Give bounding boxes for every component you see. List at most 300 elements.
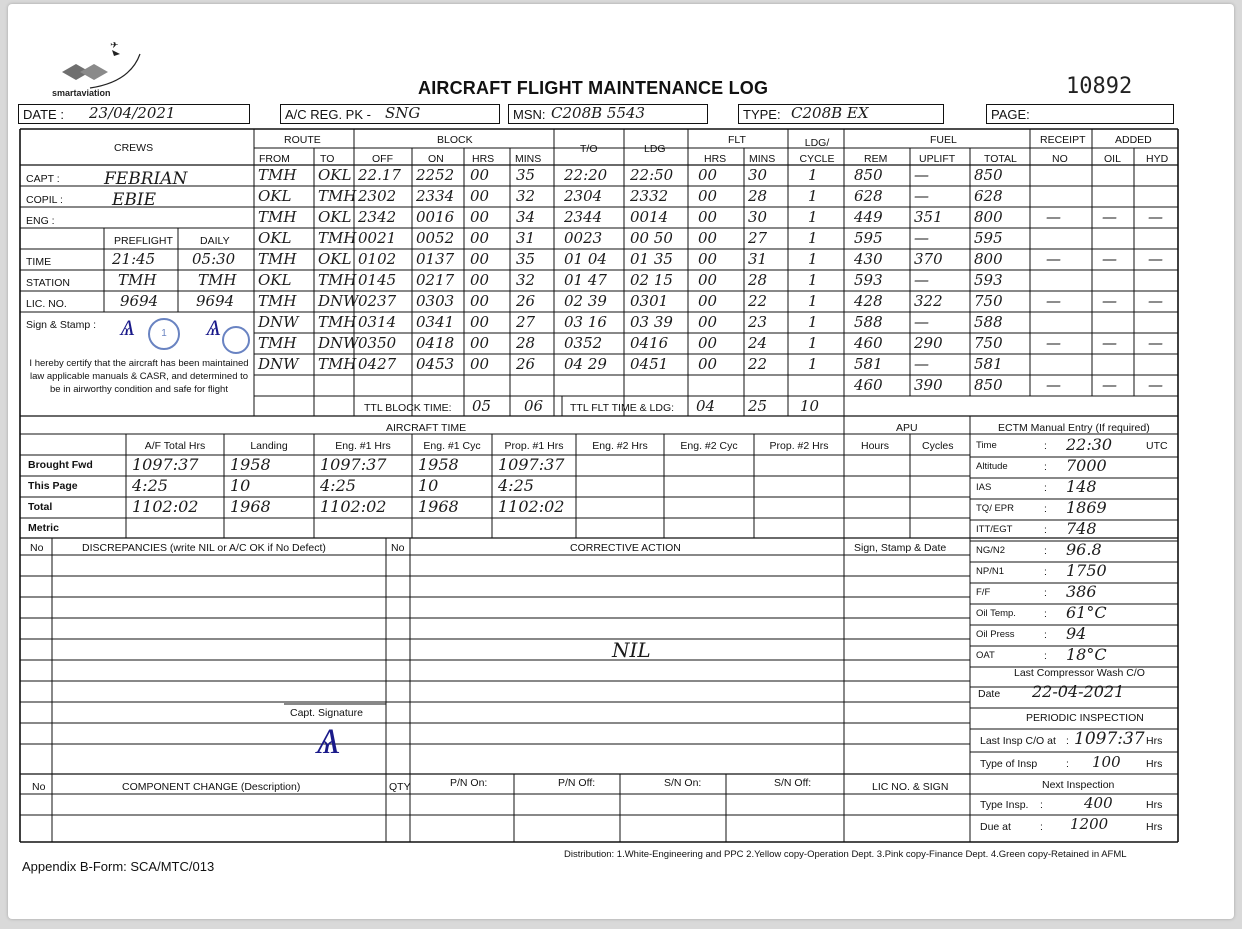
flight-from: OKL xyxy=(258,229,292,247)
svg-text:✈: ✈ xyxy=(110,42,119,51)
copil-value: EBIE xyxy=(112,190,157,210)
ectm-value: 7000 xyxy=(1066,456,1107,475)
flight-rem: 593 xyxy=(854,271,883,289)
flight-uplift: 322 xyxy=(914,292,943,310)
flight-rem: 449 xyxy=(854,208,883,226)
flight-cycle: 1 xyxy=(808,187,818,205)
flight-cycle: 1 xyxy=(808,313,818,331)
flight-t-o: 02 39 xyxy=(564,292,607,310)
ectm-label: ITT/EGT xyxy=(976,524,1013,535)
ectm-value: 1750 xyxy=(1066,561,1107,580)
flight-hrs: 00 xyxy=(470,229,490,247)
logo-text: smartaviation xyxy=(52,88,111,98)
comp-title: COMPONENT CHANGE (Description) xyxy=(122,781,301,793)
date-label: DATE : xyxy=(23,107,64,122)
engineer-stamp-2 xyxy=(222,326,250,354)
route-header: ROUTE xyxy=(284,134,321,146)
flight-total: 800 xyxy=(974,250,1003,268)
aircraft-time-value: 1097:37 xyxy=(320,455,387,474)
ttl-ldg: 10 xyxy=(800,397,820,415)
flight-t-o: 22:20 xyxy=(564,166,608,184)
flight-off: 22.17 xyxy=(358,166,401,184)
last-insp-value: 1097:37 xyxy=(1074,729,1145,749)
compressor-title: Last Compressor Wash C/O xyxy=(1014,667,1145,679)
daily-label: DAILY xyxy=(200,235,230,247)
flight-hrs: 00 xyxy=(470,355,490,373)
aircraft-time-col: Eng. #2 Hrs xyxy=(592,440,648,452)
compressor-date-value: 22-04-2021 xyxy=(1032,682,1125,701)
flight-t-o: 01 04 xyxy=(564,250,607,268)
flight-flt-mins: 24 xyxy=(748,334,768,352)
time-label: TIME xyxy=(26,256,52,268)
flight-on: 0303 xyxy=(416,292,455,310)
flight-total: 800 xyxy=(974,208,1003,226)
aircraft-time-col: Prop. #2 Hrs xyxy=(769,440,829,452)
flight-oil: — xyxy=(1102,250,1117,268)
to-time-header: T/O xyxy=(580,143,598,155)
ectm-title: ECTM Manual Entry (If required) xyxy=(998,422,1150,434)
flight-on: 0453 xyxy=(416,355,455,373)
flight-from: TMH xyxy=(258,292,297,310)
fuel-extra-rem: 460 xyxy=(854,376,883,394)
flight-mins: 26 xyxy=(516,355,536,373)
flight-uplift: — xyxy=(914,187,929,205)
next-type-label: Type Insp. xyxy=(980,799,1029,811)
due-label: Due at xyxy=(980,821,1011,833)
disc-no-header: No xyxy=(30,542,44,554)
type-insp-unit: Hrs xyxy=(1146,758,1163,770)
flight-off: 0237 xyxy=(358,292,397,310)
sign-stamp-label: Sign & Stamp : xyxy=(26,319,97,331)
flight-flt-mins: 31 xyxy=(748,250,768,268)
flight-hrs: 00 xyxy=(470,208,490,226)
flight-flt-mins: 30 xyxy=(748,208,768,226)
next-insp-title: Next Inspection xyxy=(1042,779,1115,791)
certify-text: I hereby certify that the aircraft has been maintained law applicable manuals & CASR, and determined to be in airworthy condition and safe for flight xyxy=(29,358,249,395)
ectm-value: 22:30 xyxy=(1066,435,1113,454)
off-header: OFF xyxy=(372,153,393,165)
flight-on: 0217 xyxy=(416,271,455,289)
flight-from: OKL xyxy=(258,271,292,289)
aircraft-time-value: 1097:37 xyxy=(132,455,199,474)
flight-flt-mins: 28 xyxy=(748,187,768,205)
aircraft-time-value: 1102:02 xyxy=(498,497,565,516)
ectm-value: 386 xyxy=(1066,582,1097,601)
aircraft-time-title: AIRCRAFT TIME xyxy=(386,422,467,434)
ectm-colon: : xyxy=(1044,545,1047,557)
flight-flt-hrs: 00 xyxy=(698,208,718,226)
flight-hrs: 00 xyxy=(470,187,490,205)
flight-flt-hrs: 00 xyxy=(698,355,718,373)
flight-uplift: — xyxy=(914,313,929,331)
station-preflight: TMH xyxy=(118,271,157,289)
next-type-colon: : xyxy=(1040,799,1043,811)
aircraft-time-value: 1102:02 xyxy=(132,497,199,516)
total-header: TOTAL xyxy=(984,153,1017,165)
sign-stamp-date-header: Sign, Stamp & Date xyxy=(854,542,947,554)
flight-uplift: 370 xyxy=(914,250,943,268)
flight-hyd: — xyxy=(1148,334,1163,352)
flight-off: 2302 xyxy=(358,187,397,205)
aircraft-time-col: Prop. #1 Hrs xyxy=(504,440,564,452)
type-insp-label: Type of Insp xyxy=(980,758,1038,770)
aircraft-time-value: 1097:37 xyxy=(498,455,565,474)
flight-to: OKL xyxy=(318,250,352,268)
ectm-label: IAS xyxy=(976,482,992,493)
flight-rem: 428 xyxy=(854,292,883,310)
disc-title: DISCREPANCIES (write NIL or A/C OK if No Defect) xyxy=(82,542,326,554)
aircraft-time-value: 1968 xyxy=(230,497,271,516)
rem-header: REM xyxy=(864,153,888,165)
ectm-label: F/F xyxy=(976,587,991,598)
due-value: 1200 xyxy=(1070,815,1109,833)
compressor-date-label: Date xyxy=(978,688,1001,700)
flight-cycle: 1 xyxy=(808,292,818,310)
eng-label: ENG : xyxy=(26,215,55,227)
flight-from: TMH xyxy=(258,166,297,184)
ectm-colon: : xyxy=(1044,524,1047,536)
fuel-extra-uplift: 390 xyxy=(914,376,943,394)
fuel-header: FUEL xyxy=(930,134,957,146)
corrective-title: CORRECTIVE ACTION xyxy=(570,542,681,554)
flight-mins: 27 xyxy=(516,313,536,331)
ttl-block-hrs: 05 xyxy=(472,397,492,415)
time-daily: 05:30 xyxy=(192,250,236,268)
flight-receipt: — xyxy=(1046,292,1061,310)
flight-ldg: 0451 xyxy=(630,355,669,373)
flight-to: TMH xyxy=(318,229,357,247)
ttl-flt-label: TTL FLT TIME & LDG: xyxy=(570,402,675,414)
aircraft-time-value: 1102:02 xyxy=(320,497,387,516)
last-insp-colon: : xyxy=(1066,735,1069,747)
flight-ldg: 0301 xyxy=(630,292,669,310)
flight-t-o: 0023 xyxy=(564,229,603,247)
flight-cycle: 1 xyxy=(808,334,818,352)
flight-flt-mins: 30 xyxy=(748,166,768,184)
ectm-value: 94 xyxy=(1066,624,1087,643)
flight-flt-mins: 23 xyxy=(748,313,768,331)
ectm-value: 96.8 xyxy=(1066,540,1102,559)
capt-signature-label: Capt. Signature xyxy=(290,707,363,719)
date-value: 23/04/2021 xyxy=(89,104,176,122)
flight-rem: 588 xyxy=(854,313,883,331)
flight-uplift: — xyxy=(914,229,929,247)
flight-uplift: 351 xyxy=(914,208,943,226)
flight-hrs: 00 xyxy=(470,292,490,310)
ectm-label: NG/N2 xyxy=(976,545,1006,556)
flight-flt-mins: 28 xyxy=(748,271,768,289)
flight-rem: 595 xyxy=(854,229,883,247)
flight-on: 0418 xyxy=(416,334,455,352)
serial-number: 10892 xyxy=(1066,74,1133,99)
block-header: BLOCK xyxy=(437,134,473,146)
flight-receipt: — xyxy=(1046,250,1061,268)
fuel-extra-total: 850 xyxy=(974,376,1003,394)
log-sheet xyxy=(8,4,1234,919)
flight-uplift: — xyxy=(914,166,929,184)
flight-on: 2334 xyxy=(416,187,455,205)
distribution-text: Distribution: 1.White-Engineering and PPC 2.Yellow copy-Operation Dept. 3.Pink copy-Finance Dept. 4.Green copy-Retained in AFML xyxy=(564,849,1127,860)
oil-header: OIL xyxy=(1104,153,1121,165)
ectm-label: OAT xyxy=(976,650,995,661)
ectm-unit: UTC xyxy=(1146,440,1168,452)
ectm-colon: : xyxy=(1044,503,1047,515)
flight-cycle: 1 xyxy=(808,166,818,184)
flight-to: TMH xyxy=(318,187,357,205)
last-insp-label: Last Insp C/O at xyxy=(980,735,1056,747)
next-type-value: 400 xyxy=(1084,794,1113,812)
aircraft-time-col: Eng. #2 Cyc xyxy=(680,440,738,452)
apu-hours: Hours xyxy=(861,440,890,452)
comp-sn-off-header: S/N Off: xyxy=(774,777,812,789)
aircraft-time-row-label: Metric xyxy=(28,522,59,534)
flight-on: 0016 xyxy=(416,208,455,226)
flight-flt-mins: 27 xyxy=(748,229,768,247)
station-daily: TMH xyxy=(198,271,237,289)
type-value: C208B EX xyxy=(791,104,869,122)
flight-from: TMH xyxy=(258,334,297,352)
form-title: AIRCRAFT FLIGHT MAINTENANCE LOG xyxy=(418,78,769,98)
flight-hyd: — xyxy=(1148,292,1163,310)
preflight-label: PREFLIGHT xyxy=(114,235,173,247)
flight-to: DNW xyxy=(318,292,359,310)
flight-off: 0102 xyxy=(358,250,397,268)
flight-ldg: 0416 xyxy=(630,334,669,352)
reg-label: A/C REG. PK - xyxy=(285,107,371,122)
corr-no-header: No xyxy=(391,542,405,554)
flight-from: DNW xyxy=(258,313,299,331)
flight-hrs: 00 xyxy=(470,250,490,268)
copil-label: COPIL : xyxy=(26,194,63,206)
flight-ldg: 00 50 xyxy=(630,229,673,247)
flight-total: 581 xyxy=(974,355,1003,373)
ectm-colon: : xyxy=(1044,650,1047,662)
flight-rem: 460 xyxy=(854,334,883,352)
comp-sn-on-header: S/N On: xyxy=(664,777,702,789)
flight-mins: 35 xyxy=(516,166,536,184)
flight-hyd: — xyxy=(1148,250,1163,268)
flight-uplift: — xyxy=(914,271,929,289)
ectm-colon: : xyxy=(1044,587,1047,599)
flight-cycle: 1 xyxy=(808,250,818,268)
flight-total: 595 xyxy=(974,229,1003,247)
flight-to: TMH xyxy=(318,313,357,331)
flight-off: 0145 xyxy=(358,271,397,289)
flight-oil: — xyxy=(1102,208,1117,226)
flight-ldg: 03 39 xyxy=(630,313,673,331)
flight-on: 2252 xyxy=(416,166,455,184)
flight-uplift: 290 xyxy=(914,334,943,352)
flight-off: 0427 xyxy=(358,355,397,373)
flight-off: 2342 xyxy=(358,208,397,226)
last-insp-unit: Hrs xyxy=(1146,735,1163,747)
flt-header: FLT xyxy=(728,134,746,146)
aircraft-time-col: A/F Total Hrs xyxy=(144,440,206,452)
flight-t-o: 04 29 xyxy=(564,355,607,373)
preflight-signature: Ѧ xyxy=(120,316,136,341)
to-header: TO xyxy=(320,153,335,165)
flight-total: 588 xyxy=(974,313,1003,331)
flight-total: 850 xyxy=(974,166,1003,184)
flight-ldg: 2332 xyxy=(630,187,669,205)
flight-t-o: 01 47 xyxy=(564,271,607,289)
flight-to: TMH xyxy=(318,355,357,373)
fuel-extra-oil: — xyxy=(1102,376,1117,394)
from-header: FROM xyxy=(259,153,290,165)
ttl-block-mins: 06 xyxy=(524,397,544,415)
ectm-value: 1869 xyxy=(1066,498,1107,517)
flight-rem: 581 xyxy=(854,355,883,373)
flight-total: 750 xyxy=(974,334,1003,352)
flight-from: OKL xyxy=(258,187,292,205)
flight-hyd: — xyxy=(1148,208,1163,226)
flight-from: DNW xyxy=(258,355,299,373)
reg-value: SNG xyxy=(385,104,421,122)
aircraft-time-col: Landing xyxy=(250,440,288,452)
flight-hrs: 00 xyxy=(470,166,490,184)
comp-lic-header: LIC NO. & SIGN xyxy=(872,781,949,793)
hyd-header: HYD xyxy=(1146,153,1169,165)
flight-mins: 32 xyxy=(516,187,536,205)
ectm-label: Oil Press xyxy=(976,629,1015,640)
aircraft-time-value: 4:25 xyxy=(320,476,356,495)
ectm-label: Oil Temp. xyxy=(976,608,1016,619)
flight-rem: 628 xyxy=(854,187,883,205)
flight-on: 0341 xyxy=(416,313,455,331)
aircraft-time-value: 4:25 xyxy=(498,476,534,495)
aircraft-time-value: 1958 xyxy=(230,455,271,474)
flt-mins-header: MINS xyxy=(749,153,776,165)
flight-cycle: 1 xyxy=(808,208,818,226)
msn-value: C208B 5543 xyxy=(551,104,646,122)
flight-uplift: — xyxy=(914,355,929,373)
added-header: ADDED xyxy=(1115,134,1152,146)
due-colon: : xyxy=(1040,821,1043,833)
uplift-header: UPLIFT xyxy=(919,153,956,165)
ectm-colon: : xyxy=(1044,608,1047,620)
msn-label: MSN: xyxy=(513,107,546,122)
ectm-colon: : xyxy=(1044,566,1047,578)
flight-to: TMH xyxy=(318,271,357,289)
flight-off: 0021 xyxy=(358,229,397,247)
receipt-header: RECEIPT xyxy=(1040,134,1086,146)
flight-mins: 31 xyxy=(516,229,536,247)
flight-flt-mins: 22 xyxy=(748,355,768,373)
flight-t-o: 0352 xyxy=(564,334,603,352)
flight-cycle: 1 xyxy=(808,229,818,247)
flight-flt-hrs: 00 xyxy=(698,313,718,331)
flight-rem: 430 xyxy=(854,250,883,268)
ldg-cycle-header: LDG/ CYCLE xyxy=(799,137,835,165)
type-insp-colon: : xyxy=(1066,758,1069,770)
receipt-no-header: NO xyxy=(1052,153,1068,165)
lic-label: LIC. NO. xyxy=(26,298,67,310)
daily-signature: Ѧ xyxy=(206,316,222,341)
flight-to: OKL xyxy=(318,208,352,226)
capt-label: CAPT : xyxy=(26,173,60,185)
apu-title: APU xyxy=(896,422,918,434)
ectm-colon: : xyxy=(1044,461,1047,473)
periodic-title: PERIODIC INSPECTION xyxy=(1026,712,1144,724)
ldg-header: LDG xyxy=(644,143,666,155)
aircraft-time-col: Eng. #1 Cyc xyxy=(423,440,481,452)
flight-on: 0137 xyxy=(416,250,455,268)
aircraft-time-value: 1958 xyxy=(418,455,459,474)
flight-oil: — xyxy=(1102,292,1117,310)
type-insp-value: 100 xyxy=(1092,753,1121,771)
crews-header: CREWS xyxy=(114,142,154,154)
aircraft-time-value: 10 xyxy=(418,476,439,495)
ectm-value: 61°C xyxy=(1066,603,1107,622)
next-type-unit: Hrs xyxy=(1146,799,1163,811)
ectm-colon: : xyxy=(1044,482,1047,494)
ectm-label: Altitude xyxy=(976,461,1008,472)
comp-no-header: No xyxy=(32,781,46,793)
flight-flt-hrs: 00 xyxy=(698,229,718,247)
flight-flt-hrs: 00 xyxy=(698,271,718,289)
flight-cycle: 1 xyxy=(808,271,818,289)
mins-header: MINS xyxy=(515,153,542,165)
aircraft-time-value: 1968 xyxy=(418,497,459,516)
flight-t-o: 2344 xyxy=(564,208,603,226)
ectm-colon: : xyxy=(1044,440,1047,452)
ectm-label: TQ/ EPR xyxy=(976,503,1015,514)
flight-rem: 850 xyxy=(854,166,883,184)
flight-ldg: 22:50 xyxy=(630,166,674,184)
flight-ldg: 0014 xyxy=(630,208,669,226)
lic-preflight: 9694 xyxy=(120,292,159,310)
station-label: STATION xyxy=(26,277,70,289)
flight-oil: — xyxy=(1102,334,1117,352)
aircraft-time-col: Eng. #1 Hrs xyxy=(335,440,391,452)
flight-flt-hrs: 00 xyxy=(698,250,718,268)
lic-daily: 9694 xyxy=(196,292,235,310)
engineer-stamp: 1 xyxy=(148,318,180,350)
flight-total: 628 xyxy=(974,187,1003,205)
flight-on: 0052 xyxy=(416,229,455,247)
ttl-flt-hrs: 04 xyxy=(696,397,716,415)
flight-hrs: 00 xyxy=(470,313,490,331)
aircraft-time-row-label: Total xyxy=(28,501,53,513)
time-preflight: 21:45 xyxy=(112,250,156,268)
aircraft-time-value: 10 xyxy=(230,476,251,495)
flight-flt-hrs: 00 xyxy=(698,334,718,352)
flight-total: 750 xyxy=(974,292,1003,310)
capt-signature: Ѧ xyxy=(316,721,342,762)
flight-mins: 26 xyxy=(516,292,536,310)
on-header: ON xyxy=(428,153,444,165)
flight-t-o: 2304 xyxy=(564,187,603,205)
comp-pn-on-header: P/N On: xyxy=(450,777,488,789)
aircraft-time-value: 4:25 xyxy=(132,476,168,495)
ectm-value: 148 xyxy=(1066,477,1097,496)
flight-flt-hrs: 00 xyxy=(698,187,718,205)
appendix-text: Appendix B-Form: SCA/MTC/013 xyxy=(22,859,215,874)
ectm-value: 18°C xyxy=(1066,645,1107,664)
aircraft-time-row-label: This Page xyxy=(28,480,78,492)
flight-hrs: 00 xyxy=(470,271,490,289)
ttl-block-label: TTL BLOCK TIME: xyxy=(364,402,452,414)
flight-from: TMH xyxy=(258,208,297,226)
flight-cycle: 1 xyxy=(808,355,818,373)
hrs-header: HRS xyxy=(472,153,495,165)
aircraft-time-row-label: Brought Fwd xyxy=(28,459,93,471)
type-label: TYPE: xyxy=(743,107,781,122)
flight-mins: 34 xyxy=(516,208,536,226)
flight-receipt: — xyxy=(1046,334,1061,352)
flight-mins: 28 xyxy=(516,334,536,352)
ectm-label: NP/N1 xyxy=(976,566,1004,577)
